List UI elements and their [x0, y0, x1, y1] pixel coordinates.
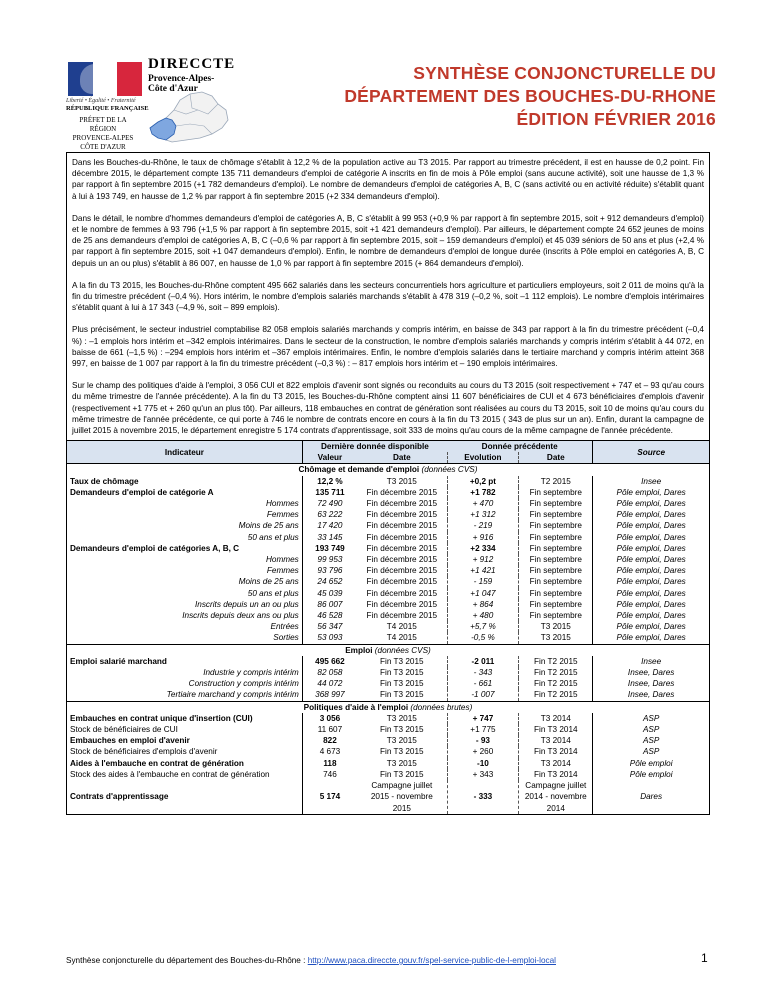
row-date-line: 2015	[392, 803, 411, 813]
row-value: 118	[323, 758, 337, 768]
row-label: Hommes	[67, 554, 303, 565]
row-label: Emploi salarié marchand	[67, 656, 303, 667]
row-date: T3 2015	[357, 735, 447, 746]
header-previous: Donnée précédente	[447, 441, 593, 453]
row-date: Fin décembre 2015	[357, 599, 447, 610]
table-row	[67, 769, 710, 780]
row-date-line: Campagne juillet	[371, 781, 433, 791]
row-evolution: +1 047	[447, 588, 519, 599]
row-date: Fin décembre 2015	[357, 532, 447, 543]
section-title	[67, 644, 710, 656]
row-prev-date: Fin T2 2015	[519, 689, 593, 701]
row-label: Femmes	[67, 565, 303, 576]
row-prev-date: Fin septembre	[519, 487, 593, 498]
row-value: 11 607	[317, 725, 343, 735]
row-source: ASP	[593, 724, 710, 735]
row-date: Fin T3 2015	[357, 746, 447, 757]
row-label: 50 ans et plus	[67, 588, 303, 599]
row-prev-date: T3 2015	[519, 621, 593, 632]
row-prev-date	[519, 780, 593, 814]
row-date: T4 2015	[357, 632, 447, 644]
table-row	[67, 509, 710, 520]
row-value: 45 039	[317, 588, 343, 598]
row-value: 746	[323, 769, 337, 779]
table-row	[67, 532, 710, 543]
intro-paragraph: A la fin du T3 2015, les Bouches-du-Rhône comptent 495 662 salariés dans les secteurs concurrentiels hors agriculture et particuliers employeurs, soit 2 011 de moins qu'à la fin du trimestre précédent (–0,4 %). Hors intérim, le nombre d'emplois salariés marchands s'établit à 478 319 (–0,2 %, soit –1 112 emplois). Le nombre d'emplois intérimaires s'établit quant à lui à 17 343 (–4,9 %, soit – 899 emplois).	[72, 280, 704, 313]
row-value: 495 662	[315, 656, 345, 666]
brand-name: DIRECCTE	[148, 56, 236, 72]
prefet-label: PRÉFET DE LA RÉGION PROVENCE-ALPES CÔTE D'AZUR	[72, 116, 134, 151]
row-prev-date: Fin T2 2015	[519, 667, 593, 678]
intro-paragraph: Dans le détail, le nombre d'hommes demandeurs d'emploi de catégories A, B, C s'établit à 99 953 (+0,9 % par rapport à fin septembre 2015, soit + 912 demandeurs d'emploi) et le nombre de femmes à 93 796 (+1,5 % par rapport à fin septembre 2015, soit +1 421 demandeurs d'emploi). Par ailleurs, le département compte 24 652 jeunes de moins de 25 ans demandeurs d'emploi de catégories A, B, C (–0,6 % par rapport à fin septembre 2015, soit – 159 demandeurs d'emploi) et 45 039 séniors de 50 ans et plus (+2,4 % par rapport à fin septembre 2015, soit +1 047 demandeurs d'emploi). Enfin, le nombre de demandeurs d'emploi de longue durée (inscrits à Pôle emploi en catégories A, B, C depuis un an ou plus) s'établit à 86 007, en hausse de 1,0 % par rapport à fin septembre 2015 (+ 864 demandeurs d'emploi).	[72, 213, 704, 268]
section-title-text: Emploi	[345, 645, 373, 655]
section-row	[67, 464, 710, 476]
row-label: Taux de chômage	[67, 476, 303, 487]
row-source: Insee, Dares	[593, 689, 710, 701]
row-label: Inscrits depuis un an ou plus	[67, 599, 303, 610]
row-label: Sorties	[67, 632, 303, 644]
row-prev-date: T3 2015	[519, 632, 593, 644]
row-source: Pôle emploi, Dares	[593, 599, 710, 610]
row-label: Construction y compris intérim	[67, 678, 303, 689]
row-evolution: -2 011	[447, 656, 519, 667]
row-evolution: + 480	[447, 610, 519, 621]
row-prev-date: Fin septembre	[519, 498, 593, 509]
region-map-icon	[146, 88, 232, 150]
row-value: 33 145	[317, 532, 343, 542]
row-source: ASP	[593, 746, 710, 757]
row-evolution: -1 007	[447, 689, 519, 701]
row-value: 63 222	[317, 510, 343, 520]
row-label: 50 ans et plus	[67, 532, 303, 543]
row-source: Pôle emploi, Dares	[593, 554, 710, 565]
row-value: 12,2 %	[317, 476, 343, 486]
table-row	[67, 610, 710, 621]
row-prev-date: Fin T3 2014	[519, 746, 593, 757]
row-date	[357, 780, 447, 814]
row-value: 86 007	[317, 599, 343, 609]
row-date: Fin décembre 2015	[357, 588, 447, 599]
section-row	[67, 701, 710, 713]
table-row	[67, 498, 710, 509]
intro-paragraph: Sur le champ des politiques d'aide à l'emploi, 3 056 CUI et 822 emplois d'avenir sont signés ou reconduits au cours du T3 2015 (soit respectivement + 747 et – 93 qu'au cours du même trimestre de l'année précédente). A la fin du T3 2015, les Bouches-du-Rhône comptent ainsi 11 607 bénéficiaires de CUI et 4 673 bénéficiaires d'emplois d'avenir (respectivement +1 775 et + 260 qu'un an plus tôt). Par ailleurs, 118 embauches en contrat de génération sont réalisées au cours du T3 2015, soit 10 de moins qu'au cours du même trimestre de l'année précédente, ce qui porte à 746 le nombre de contrats encore en cours à la fin du T3 2015 ( 343 de plus sur un an). Enfin, durant la campagne de juillet 2015 à novembre 2015, le département enregistre 5 174 contrats d'apprentissage, soit 333 de moins qu'au cours de la même campagne de l'année précédente.	[72, 381, 704, 436]
row-date: T4 2015	[357, 621, 447, 632]
table-row	[67, 621, 710, 632]
row-source: Pôle emploi, Dares	[593, 543, 710, 554]
row-value: 822	[323, 736, 337, 746]
row-source: Insee, Dares	[593, 667, 710, 678]
row-evolution: +5,7 %	[447, 621, 519, 632]
intro-text-box	[66, 152, 710, 442]
row-evolution: +1 312	[447, 509, 519, 520]
row-date: Fin T3 2015	[357, 656, 447, 667]
row-prev-date: Fin T3 2014	[519, 769, 593, 780]
row-value: 44 072	[317, 679, 343, 689]
row-evolution: +0,2 pt	[447, 476, 519, 487]
row-label: Contrats d'apprentissage	[67, 780, 303, 814]
row-value: 24 652	[317, 577, 343, 587]
row-value: 17 420	[317, 521, 343, 531]
republic-label: RÉPUBLIQUE FRANÇAISE	[66, 105, 149, 112]
row-source: Pôle emploi, Dares	[593, 565, 710, 576]
row-prev-date: Fin T2 2015	[519, 656, 593, 667]
row-value: 368 997	[315, 690, 345, 700]
row-date: Fin décembre 2015	[357, 610, 447, 621]
section-title	[67, 464, 710, 476]
row-value: 46 528	[317, 611, 343, 621]
row-date: Fin T3 2015	[357, 689, 447, 701]
row-prev-date: T3 2014	[519, 735, 593, 746]
row-source: Pôle emploi, Dares	[593, 621, 710, 632]
intro-paragraph: Plus précisément, le secteur industriel comptabilise 82 058 emplois salariés marchands y compris intérim, en baisse de 343 par rapport à la fin du trimestre précédent (–0,4 %) : –1 emplois hors intérim et –342 emplois intérimaires. Dans le secteur de la construction, le nombre d'emplois salariés marchands y compris intérim s'établit à 44 072, en baisse de 661 (–1,5 %) : –294 emplois hors intérim et –367 emplois intérimaires. Enfin, le nombre d'emplois salariés dans le tertiaire marchand y compris intérim atteint 368 997, en baisse de 1 007 par rapport à la fin du trimestre précédent (–0,3 %) : – 817 emplois hors intérim et – 190 emplois intérimaires.	[72, 325, 704, 369]
row-prev-date: Fin T3 2014	[519, 724, 593, 735]
row-label: Moins de 25 ans	[67, 576, 303, 587]
header-indicator: Indicateur	[67, 441, 303, 464]
table-row	[67, 689, 710, 701]
logo-block	[62, 52, 236, 152]
table-row	[67, 678, 710, 689]
row-label: Embauches en emploi d'avenir	[67, 735, 303, 746]
table-body	[67, 464, 710, 814]
table-row	[67, 476, 710, 487]
footer-link[interactable]: http://www.paca.direccte.gouv.fr/spel-service-public-de-l-emploi-local	[307, 956, 556, 965]
row-date: Fin décembre 2015	[357, 520, 447, 531]
row-label: Demandeurs d'emploi de catégorie A	[67, 487, 303, 498]
table-row	[67, 487, 710, 498]
row-date: Fin T3 2015	[357, 769, 447, 780]
row-evolution: - 159	[447, 576, 519, 587]
row-prev-date: Fin septembre	[519, 520, 593, 531]
row-prev-date: Fin septembre	[519, 532, 593, 543]
row-evolution: +1 775	[447, 724, 519, 735]
row-value: 5 174	[302, 780, 357, 814]
table-row	[67, 632, 710, 644]
row-value: 99 953	[317, 555, 343, 565]
header-latest: Dernière donnée disponible	[302, 441, 447, 453]
row-evolution: - 661	[447, 678, 519, 689]
header-evolution: Evolution	[447, 452, 519, 464]
footer-text: Synthèse conjoncturelle du département des Bouches-du-Rhône :	[66, 956, 308, 965]
row-source: ASP	[593, 735, 710, 746]
row-prev-date: T3 2014	[519, 758, 593, 769]
row-prev-date: Fin septembre	[519, 576, 593, 587]
row-value: 3 056	[319, 713, 341, 723]
footer	[66, 956, 556, 965]
row-prev-date-line: 2014	[546, 803, 565, 813]
row-source: Pôle emploi	[593, 769, 710, 780]
row-value: 193 749	[315, 543, 345, 553]
row-prev-date-line: 2014 - novembre	[524, 792, 587, 802]
row-date: Fin décembre 2015	[357, 509, 447, 520]
row-source: Pôle emploi, Dares	[593, 576, 710, 587]
table-row	[67, 746, 710, 757]
row-source: Pôle emploi, Dares	[593, 632, 710, 644]
row-prev-date: Fin septembre	[519, 543, 593, 554]
row-value: 82 058	[317, 668, 343, 678]
row-date: Fin décembre 2015	[357, 498, 447, 509]
table-row	[67, 543, 710, 554]
row-evolution: + 470	[447, 498, 519, 509]
row-prev-date: Fin septembre	[519, 565, 593, 576]
row-source: Dares	[593, 780, 710, 814]
section-title-note: (données brutes)	[410, 702, 473, 712]
row-date: Fin T3 2015	[357, 724, 447, 735]
section-title-text: Chômage et demande d'emploi	[298, 465, 420, 475]
row-source: Pôle emploi, Dares	[593, 588, 710, 599]
row-prev-date: T2 2015	[519, 476, 593, 487]
row-label: Embauches en contrat unique d'insertion (CUI)	[67, 713, 303, 724]
row-label: Entrées	[67, 621, 303, 632]
row-label: Industrie y compris intérim	[67, 667, 303, 678]
row-source: ASP	[593, 713, 710, 724]
header-date: Date	[357, 452, 447, 464]
row-label: Femmes	[67, 509, 303, 520]
row-label: Tertiaire marchand y compris intérim	[67, 689, 303, 701]
row-date: Fin T3 2015	[357, 678, 447, 689]
row-prev-date: Fin septembre	[519, 554, 593, 565]
row-prev-date-line: Campagne juillet	[525, 781, 587, 791]
row-label: Stock de bénéficiaires d'emplois d'avenir	[67, 746, 303, 757]
row-date-line: 2015 - novembre	[370, 792, 433, 802]
row-evolution: + 343	[447, 769, 519, 780]
row-evolution: - 343	[447, 667, 519, 678]
row-prev-date: Fin septembre	[519, 588, 593, 599]
row-value: 56 347	[317, 622, 343, 632]
row-evolution: -10	[447, 758, 519, 769]
row-label: Stock des aides à l'embauche en contrat de génération	[67, 769, 303, 780]
row-source: Pôle emploi, Dares	[593, 487, 710, 498]
row-value: 72 490	[317, 499, 343, 509]
motto: Liberté • Égalité • Fraternité	[66, 98, 136, 104]
row-date: Fin décembre 2015	[357, 487, 447, 498]
document-title: SYNTHÈSE CONJONCTURELLE DU DÉPARTEMENT DES BOUCHES-DU-RHONE ÉDITION FÉVRIER 2016	[344, 63, 716, 129]
intro-paragraph: Dans les Bouches-du-Rhône, le taux de chômage s'établit à 12,2 % de la population active au T3 2015. Par rapport au trimestre précédent, il est en hausse de 0,2 point. Fin décembre 2015, le département compte 135 711 demandeurs d'emploi de catégorie A inscrits en fin de mois à Pôle emploi (sans aucune activité), soit une hausse de 1,3 % par rapport à fin septembre 2015 (+1 782 demandeurs d'emploi). Le nombre de demandeurs d'emploi de catégories A, B, C (sans activité ou en activité réduite) s'établit quant à lui à 193 749, en hausse de 1,2 % par rapport à fin septembre 2015 (+2 334 demandeurs d'emploi).	[72, 158, 704, 201]
row-source: Pôle emploi, Dares	[593, 520, 710, 531]
row-prev-date: Fin septembre	[519, 509, 593, 520]
row-date: Fin décembre 2015	[357, 576, 447, 587]
row-label: Stock de bénéficiaires de CUI	[67, 724, 303, 735]
row-source: Insee	[593, 476, 710, 487]
indicators-table	[66, 440, 710, 815]
row-label: Moins de 25 ans	[67, 520, 303, 531]
row-prev-date: Fin T2 2015	[519, 678, 593, 689]
row-value: 4 673	[319, 747, 341, 757]
row-date: Fin T3 2015	[357, 667, 447, 678]
row-value: 135 711	[315, 487, 345, 497]
row-source: Pôle emploi, Dares	[593, 532, 710, 543]
table-row	[67, 656, 710, 667]
section-row	[67, 644, 710, 656]
row-date: T3 2015	[357, 476, 447, 487]
section-title	[67, 701, 710, 713]
header-prev-date: Date	[519, 452, 593, 464]
section-title-note: (données CVS)	[421, 465, 478, 475]
table-row	[67, 758, 710, 769]
row-date: T3 2015	[357, 713, 447, 724]
row-evolution: + 864	[447, 599, 519, 610]
row-evolution: -0,5 %	[447, 632, 519, 644]
table-row	[67, 667, 710, 678]
brand-region: Provence-Alpes-Côte d'Azur	[148, 74, 215, 94]
row-label: Inscrits depuis deux ans ou plus	[67, 610, 303, 621]
row-label: Demandeurs d'emploi de catégories A, B, C	[67, 543, 303, 554]
row-evolution: + 260	[447, 746, 519, 757]
row-value: 53 093	[317, 633, 343, 643]
row-evolution: +2 334	[447, 543, 519, 554]
row-source: Insee	[593, 656, 710, 667]
row-source: Insee, Dares	[593, 678, 710, 689]
table-row	[67, 588, 710, 599]
row-prev-date: Fin septembre	[519, 610, 593, 621]
row-value: 93 796	[317, 566, 343, 576]
table-row	[67, 520, 710, 531]
table-row	[67, 599, 710, 610]
row-label: Hommes	[67, 498, 303, 509]
table-row	[67, 565, 710, 576]
row-evolution: + 916	[447, 532, 519, 543]
row-evolution: - 219	[447, 520, 519, 531]
row-date: Fin décembre 2015	[357, 543, 447, 554]
header-value: Valeur	[302, 452, 357, 464]
row-date: Fin décembre 2015	[357, 565, 447, 576]
table-row	[67, 735, 710, 746]
table-row	[67, 713, 710, 724]
row-date: T3 2015	[357, 758, 447, 769]
row-source: Pôle emploi, Dares	[593, 509, 710, 520]
row-evolution: - 333	[447, 780, 519, 814]
page-header	[62, 52, 716, 152]
row-prev-date: Fin septembre	[519, 599, 593, 610]
section-title-note: (données CVS)	[374, 645, 431, 655]
row-evolution: + 747	[447, 713, 519, 724]
page-number: 1	[701, 951, 708, 965]
row-evolution: +1 782	[447, 487, 519, 498]
table-row	[67, 724, 710, 735]
marianne-icon	[80, 64, 110, 94]
row-label: Aides à l'embauche en contrat de génération	[67, 758, 303, 769]
table-row	[67, 576, 710, 587]
row-evolution: + 912	[447, 554, 519, 565]
section-title-text: Politiques d'aide à l'emploi	[303, 702, 409, 712]
row-prev-date: T3 2014	[519, 713, 593, 724]
header-source: Source	[593, 441, 710, 464]
row-source: Pôle emploi, Dares	[593, 498, 710, 509]
table-row	[67, 554, 710, 565]
row-source: Pôle emploi	[593, 758, 710, 769]
row-date: Fin décembre 2015	[357, 554, 447, 565]
table-row-apprentissage	[67, 780, 710, 814]
row-evolution: +1 421	[447, 565, 519, 576]
row-source: Pôle emploi, Dares	[593, 610, 710, 621]
row-evolution: - 93	[447, 735, 519, 746]
